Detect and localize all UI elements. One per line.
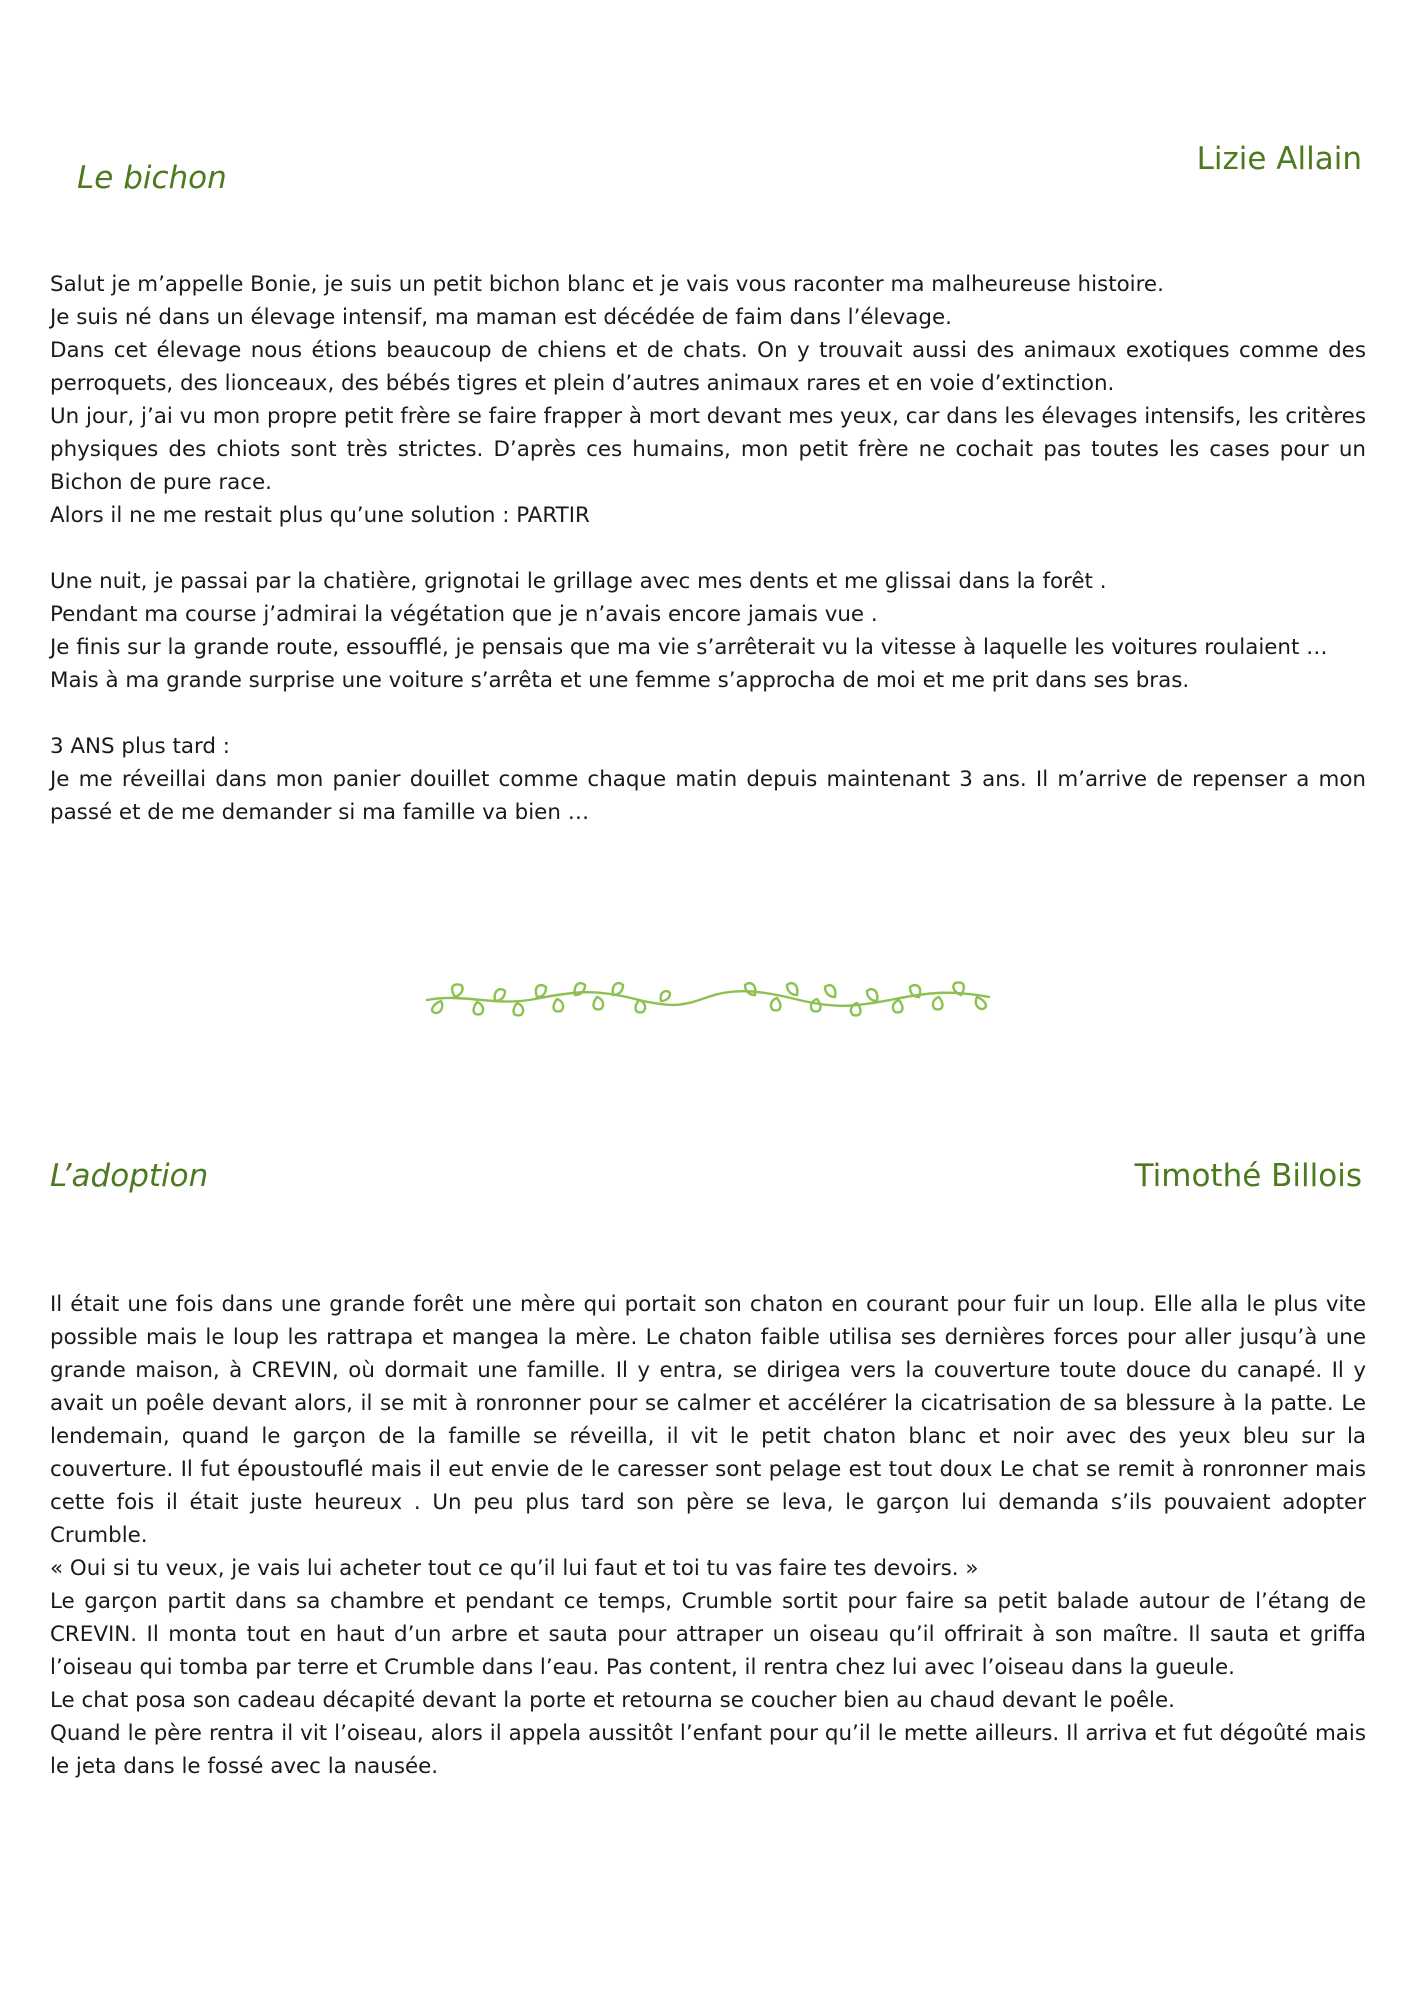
paragraph: Je me réveillai dans mon panier douillet comme chaque matin depuis maintenant 3 ans. Il m’arrive de repenser a mon passé et de me demander si ma famille va bien … [50, 767, 1366, 825]
paragraph: « Oui si tu veux, je vais lui acheter tout ce qu’il lui faut et toi tu vas faire tes devoirs. » [50, 1556, 979, 1581]
paragraph: Le chat posa son cadeau décapité devant la porte et retourna se coucher bien au chaud devant le poêle. [50, 1688, 1175, 1713]
paragraph: Je finis sur la grande route, essoufflé, je pensais que ma vie s’arrêterait vu la vitesse à laquelle les voitures roulaient … [50, 635, 1328, 660]
story1-title: Le bichon [77, 160, 227, 196]
story2-title: L’adoption [50, 1158, 209, 1194]
paragraph: Je suis né dans un élevage intensif, ma maman est décédée de faim dans l’élevage. [50, 305, 952, 330]
paragraph: Un jour, j’ai vu mon propre petit frère se faire frapper à mort devant mes yeux, car dans les élevages intensifs, les critères physiques des chiots sont très strictes. D’après ces humains, mon petit frère ne cochait pas toutes les cases pour un Bichon de pure race. [50, 404, 1366, 495]
paragraph: Quand le père rentra il vit l’oiseau, alors il appela aussitôt l’enfant pour qu’il le mette ailleurs. Il arriva et fut dégoûté mais le jeta dans le fossé avec la nausée. [50, 1721, 1366, 1779]
paragraph: Alors il ne me restait plus qu’une solution : PARTIR [50, 503, 590, 528]
story1-body [50, 268, 1366, 829]
paragraph: Le garçon partit dans sa chambre et pendant ce temps, Crumble sortit pour faire sa petit balade autour de l’étang de CREVIN. Il monta tout en haut d’un arbre et sauta pour attraper un oiseau qu’il offrirait à son maître. Il sauta et griffa l’oiseau qui tomba par terre et Crumble dans l’eau. Pas content, il rentra chez lui avec l’oiseau dans la gueule. [50, 1589, 1366, 1680]
paragraph: Pendant ma course j’admirai la végétation que je n’avais encore jamais vue . [50, 602, 878, 627]
story1-author: Lizie Allain [1196, 141, 1362, 177]
paragraph: Dans cet élevage nous étions beaucoup de chiens et de chats. On y trouvait aussi des animaux exotiques comme des perroquets, des lionceaux, des bébés tigres et plein d’autres animaux rares et en voie d’extinction. [50, 338, 1366, 396]
paragraph: Il était une fois dans une grande forêt une mère qui portait son chaton en courant pour fuir un loup. Elle alla le plus vite possible mais le loup les rattrapa et mangea la mère. Le chaton faible utilisa ses dernières forces pour aller jusqu’à une grande maison, à CREVIN, où dormait une famille. Il y entra, se dirigea vers la couverture toute douce du canapé. Il y avait un poêle devant alors, il se mit à ronronner pour se calmer et accélérer la cicatrisation de sa blessure à la patte. Le lendemain, quand le garçon de la famille se réveilla, il vit le petit chaton blanc et noir avec des yeux bleu sur la couverture. Il fut époustouflé mais il eut envie de le caresser sont pelage est tout doux Le chat se remit à ronronner mais cette fois il était juste heureux . Un peu plus tard son père se leva, le garçon lui demanda s’ils pouvaient adopter Crumble. [50, 1292, 1366, 1548]
paragraph: 3 ANS plus tard : [50, 734, 230, 759]
vine-divider-icon [425, 975, 991, 1025]
paragraph: Une nuit, je passai par la chatière, grignotai le grillage avec mes dents et me glissai dans la forêt . [50, 569, 1107, 594]
story2-author: Timothé Billois [1134, 1158, 1362, 1194]
paragraph: Salut je m’appelle Bonie, je suis un petit bichon blanc et je vais vous raconter ma malheureuse histoire. [50, 272, 1164, 297]
story2-body [50, 1288, 1366, 1783]
paragraph: Mais à ma grande surprise une voiture s’arrêta et une femme s’approcha de moi et me prit dans ses bras. [50, 668, 1190, 693]
